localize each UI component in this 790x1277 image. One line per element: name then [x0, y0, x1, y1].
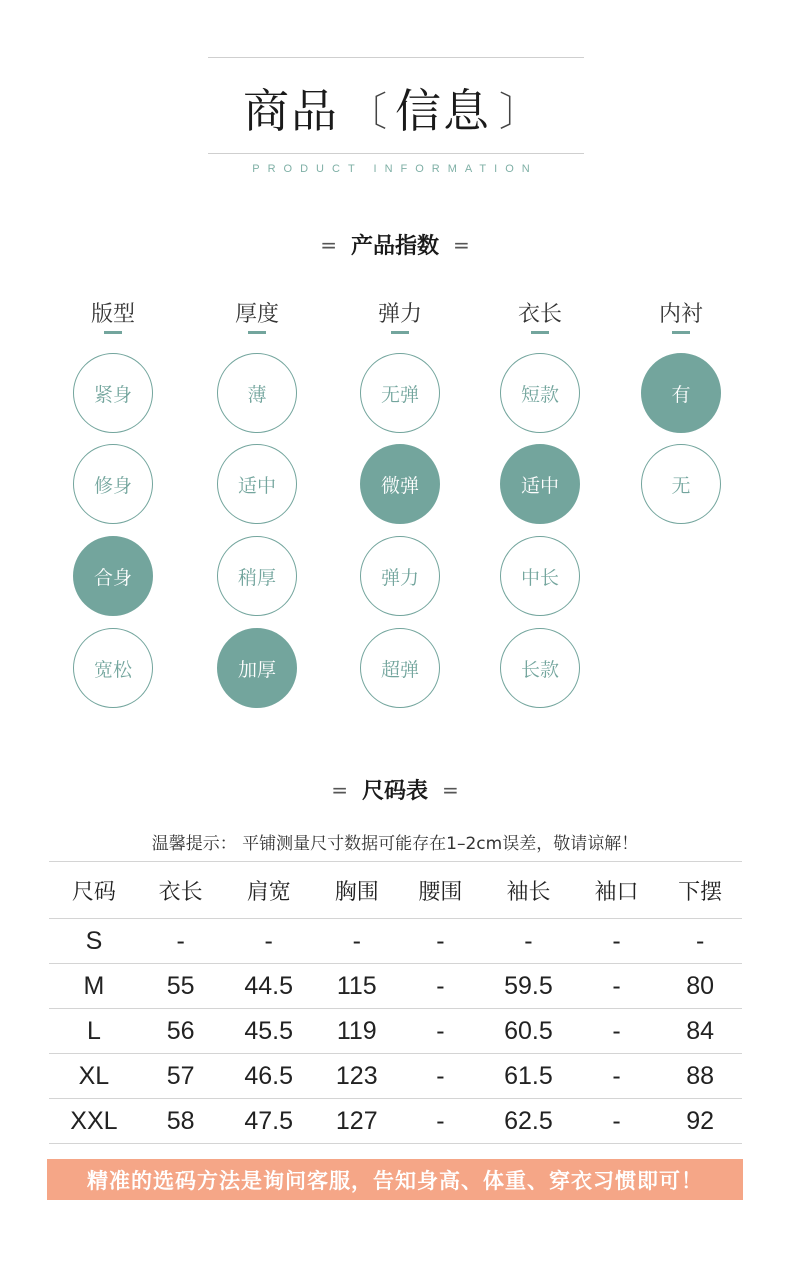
- size-table-cell: -: [575, 919, 659, 964]
- size-table-cell: 60.5: [482, 1009, 574, 1054]
- index-option: 短款: [500, 353, 580, 433]
- size-table-cell: 47.5: [222, 1099, 314, 1144]
- size-table-header-cell: 肩宽: [222, 862, 314, 919]
- size-table-header-cell: 胸围: [315, 862, 399, 919]
- size-table-cell: -: [139, 919, 223, 964]
- index-option-selected: 微弹: [360, 444, 440, 524]
- size-table-cell: -: [399, 964, 483, 1009]
- size-table-cell: 123: [315, 1054, 399, 1099]
- size-chart-heading-text: 尺码表: [361, 779, 428, 804]
- size-table-cell: XXL: [49, 1099, 139, 1144]
- size-table-cell: 84: [658, 1009, 742, 1054]
- index-option: 宽松: [73, 628, 153, 708]
- size-table-cell: -: [575, 964, 659, 1009]
- size-table-cell: 62.5: [482, 1099, 574, 1144]
- heading-decor-right: =: [453, 232, 470, 257]
- size-table-cell: 58: [139, 1099, 223, 1144]
- index-option-selected: 加厚: [217, 628, 297, 708]
- size-table-cell: 119: [315, 1009, 399, 1054]
- size-table-header-cell: 腰围: [399, 862, 483, 919]
- index-column-underline: [672, 331, 690, 334]
- size-table-body: [49, 919, 742, 1144]
- heading-decor-left: =: [331, 777, 348, 802]
- size-table-cell: 44.5: [222, 964, 314, 1009]
- heading-decor-left: =: [320, 232, 337, 257]
- index-column-title: 内衬: [658, 302, 703, 327]
- index-column-underline: [531, 331, 549, 334]
- header-bottom-divider: [208, 153, 584, 154]
- size-table-cell: -: [222, 919, 314, 964]
- index-column-underline: [104, 331, 122, 334]
- index-option: 无弹: [360, 353, 440, 433]
- index-option: 超弹: [360, 628, 440, 708]
- product-index-heading: [0, 229, 790, 260]
- size-table-header-cell: 袖口: [575, 862, 659, 919]
- size-table-header-cell: 尺码: [49, 862, 139, 919]
- size-table-cell: L: [49, 1009, 139, 1054]
- size-table-cell: 46.5: [222, 1054, 314, 1099]
- index-column-title: 厚度: [234, 302, 279, 327]
- size-table-cell: 57: [139, 1054, 223, 1099]
- title-bracket-open: 〔: [347, 88, 387, 135]
- header-top-divider: [208, 57, 584, 58]
- index-option-selected: 适中: [500, 444, 580, 524]
- index-option: 薄: [217, 353, 297, 433]
- size-table-cell: -: [658, 919, 742, 964]
- size-table-cell: -: [315, 919, 399, 964]
- size-table-cell: 55: [139, 964, 223, 1009]
- index-option: 紧身: [73, 353, 153, 433]
- table-row: [49, 1009, 742, 1054]
- index-column-title: 版型: [90, 302, 135, 327]
- index-option: 适中: [217, 444, 297, 524]
- page-subtitle: PRODUCT INFORMATION: [252, 163, 538, 175]
- size-table-cell: -: [399, 1054, 483, 1099]
- title-bracket-close: 〕: [499, 88, 539, 135]
- size-table-cell: XL: [49, 1054, 139, 1099]
- size-table-cell: -: [399, 919, 483, 964]
- sizing-advice-banner: 精准的选码方法是询问客服，告知身高、体重、穿衣习惯即可！: [47, 1159, 743, 1200]
- index-option: 修身: [73, 444, 153, 524]
- page-title: [0, 78, 790, 138]
- size-table-header-cell: 袖长: [482, 862, 574, 919]
- size-table-cell: 45.5: [222, 1009, 314, 1054]
- size-table: [49, 861, 742, 1144]
- size-table-cell: 59.5: [482, 964, 574, 1009]
- size-table-cell: 127: [315, 1099, 399, 1144]
- table-row: [49, 964, 742, 1009]
- size-table-cell: 80: [658, 964, 742, 1009]
- size-table-cell: 115: [315, 964, 399, 1009]
- size-table-cell: -: [575, 1099, 659, 1144]
- size-table-header-cell: 下摆: [658, 862, 742, 919]
- product-index-heading-text: 产品指数: [350, 234, 439, 259]
- table-row: [49, 1099, 742, 1144]
- size-table-cell: -: [482, 919, 574, 964]
- index-option: 长款: [500, 628, 580, 708]
- size-table-cell: M: [49, 964, 139, 1009]
- index-option: 稍厚: [217, 536, 297, 616]
- size-chart-heading: [0, 774, 790, 805]
- size-table-cell: -: [575, 1054, 659, 1099]
- size-table-cell: -: [575, 1009, 659, 1054]
- index-option-selected: 合身: [73, 536, 153, 616]
- table-row: [49, 1054, 742, 1099]
- size-table-cell: -: [399, 1099, 483, 1144]
- size-table-cell: S: [49, 919, 139, 964]
- index-option: 无: [641, 444, 721, 524]
- index-column-underline: [391, 331, 409, 334]
- size-table-header-row: [49, 862, 742, 919]
- table-row: [49, 919, 742, 964]
- size-table-cell: 92: [658, 1099, 742, 1144]
- index-column-title: 衣长: [517, 302, 562, 327]
- measurement-tip: 温馨提示： 平铺测量尺寸数据可能存在1–2cm误差，敬请谅解！: [151, 834, 639, 854]
- size-table-cell: 56: [139, 1009, 223, 1054]
- size-table-cell: -: [399, 1009, 483, 1054]
- index-option: 弹力: [360, 536, 440, 616]
- heading-decor-right: =: [442, 777, 459, 802]
- size-table-cell: 88: [658, 1054, 742, 1099]
- size-table-header-cell: 衣长: [139, 862, 223, 919]
- size-table-cell: 61.5: [482, 1054, 574, 1099]
- index-column-underline: [248, 331, 266, 334]
- index-option-selected: 有: [641, 353, 721, 433]
- title-part-b: 信息: [395, 84, 491, 138]
- index-column-title: 弹力: [377, 302, 422, 327]
- index-option: 中长: [500, 536, 580, 616]
- title-part-a: 商品: [243, 84, 339, 138]
